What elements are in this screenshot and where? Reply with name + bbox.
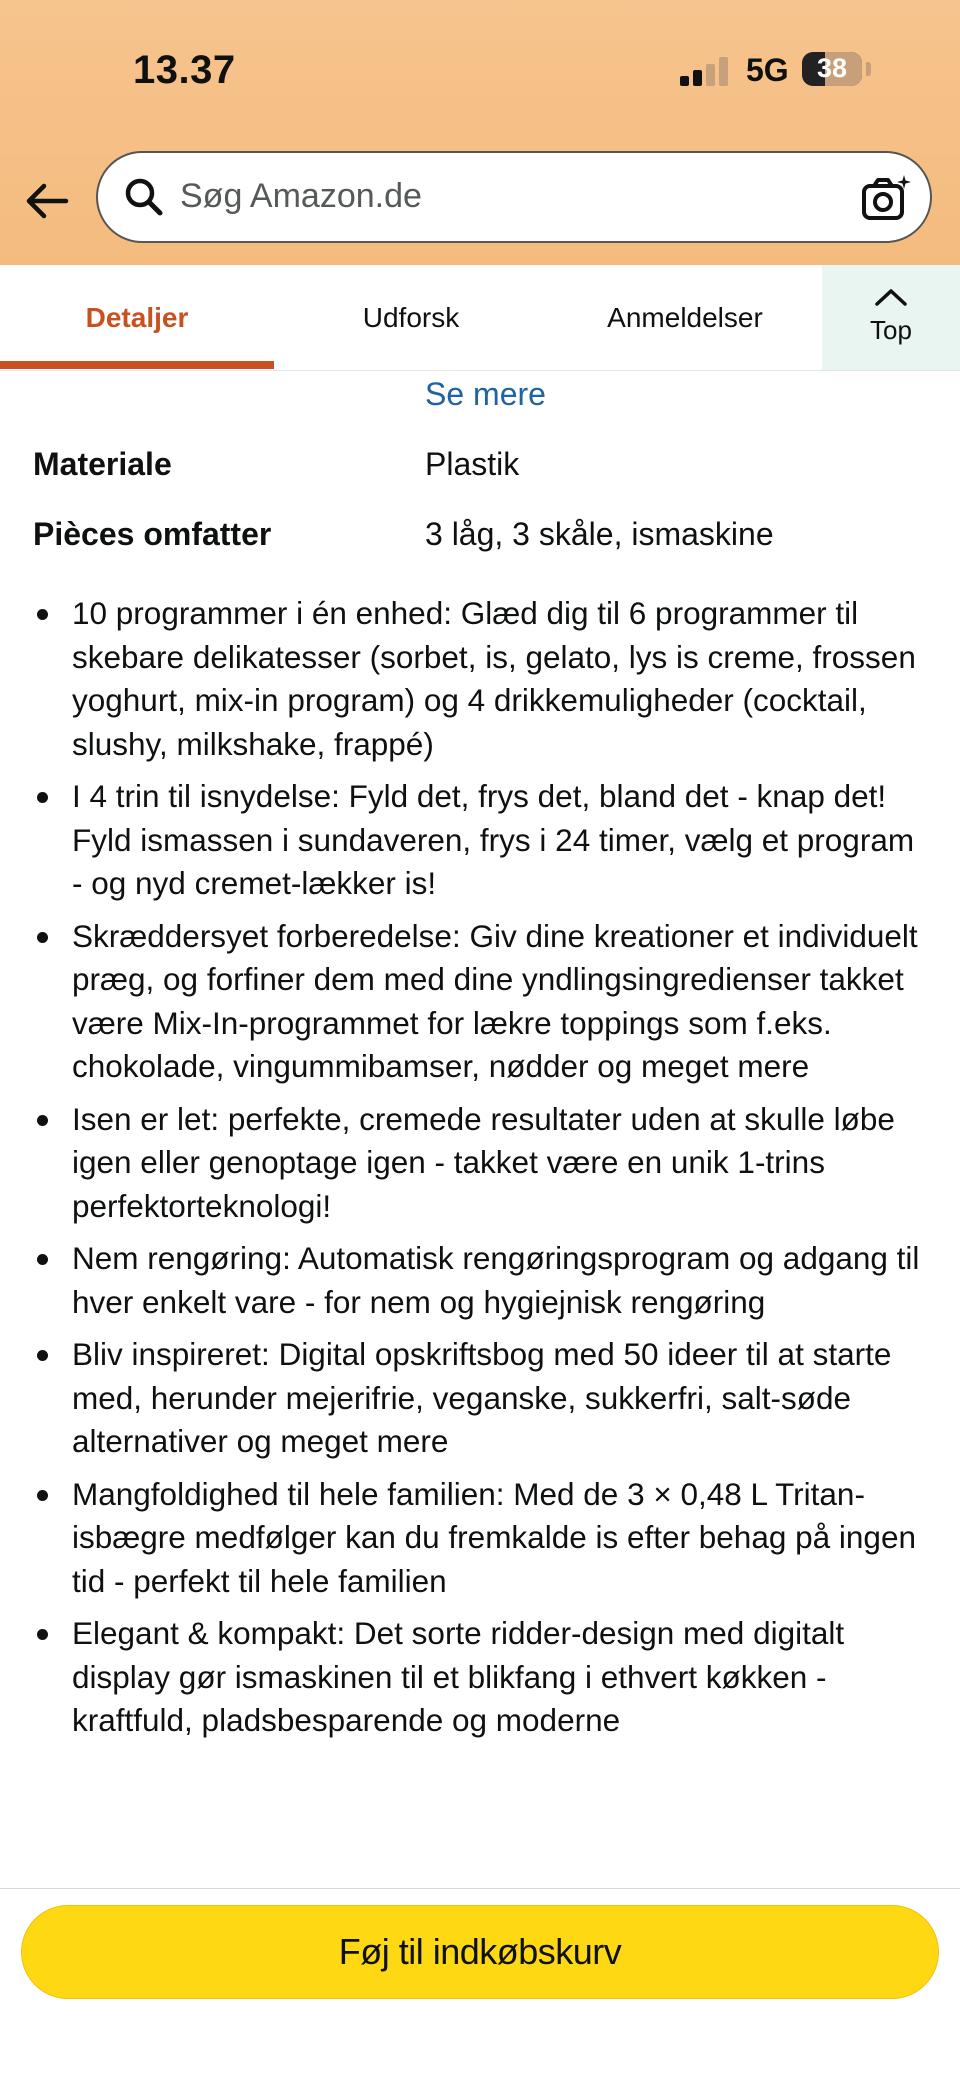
search-bar[interactable]: [96, 151, 932, 243]
back-arrow-icon: [22, 172, 72, 232]
tab-bar: [0, 265, 960, 371]
feature-bullet: 10 programmer i én enhed: Glæd dig til 6 programmer til skebare delikatesser (sorbet, is, gelato, lys is creme, frossen yoghurt, mix-in program) og 4 drikkemuligheder (cocktail, slushy, milkshake, frappé): [33, 592, 933, 766]
add-to-cart-button[interactable]: Føj til indkøbskurv: [21, 1905, 939, 1999]
battery-level: 38: [816, 53, 848, 83]
feature-bullet: Elegant & kompakt: Det sorte ridder-design med digitalt display gør ismaskinen til et blikfang i ethvert køkken - kraftfuld, pladsbesparende og moderne: [33, 1612, 933, 1743]
feature-bullet: Isen er let: perfekte, cremede resultater uden at skulle løbe igen eller genoptage igen - takket være en unik 1-trins perfektorteknologi!: [33, 1098, 933, 1229]
back-button[interactable]: [22, 172, 72, 232]
tab-explore[interactable]: Udforsk: [362, 302, 460, 333]
spec-value: 3 låg, 3 skåle, ismaskine: [425, 516, 774, 552]
see-more-link[interactable]: Se mere: [425, 376, 546, 412]
feature-bullet-list: [33, 592, 933, 1752]
scroll-top-label: Top: [870, 315, 912, 345]
spec-value: Plastik: [425, 446, 520, 482]
feature-bullet: Skræddersyet forberedelse: Giv dine kreationer et individuelt præg, og forfiner dem med dine yndlingsingredienser takket være Mix-In-programmet for lækre toppings som f.eks. chokolade, vingummibamser, nødder og meget mere: [33, 915, 933, 1089]
search-input[interactable]: Søg Amazon.de: [180, 177, 422, 215]
camera-icon[interactable]: [860, 173, 912, 225]
feature-bullet: Bliv inspireret: Digital opskriftsbog med 50 ideer til at starte med, herunder mejerifrie, veganske, sukkerfri, salt-søde alternativer og meget mere: [33, 1333, 933, 1464]
feature-bullet: I 4 trin til isnydelse: Fyld det, frys det, bland det - knap det! Fyld ismassen i sundaveren, frys i 24 timer, vælg et program - og nyd cremet-lækker is!: [33, 775, 933, 906]
cellular-signal-icon: [680, 56, 732, 86]
active-tab-indicator: [0, 361, 274, 369]
spec-key: Pièces omfatter: [33, 516, 272, 552]
tab-details[interactable]: Detaljer: [85, 302, 189, 333]
chevron-up-icon: [874, 287, 908, 307]
spec-key: Materiale: [33, 446, 172, 482]
feature-bullet: Nem rengøring: Automatisk rengøringsprogram og adgang til hver enkelt vare - for nem og hygiejnisk rengøring: [33, 1237, 933, 1324]
search-icon: [122, 175, 166, 219]
network-type: 5G: [746, 52, 789, 88]
app-header: [0, 0, 960, 265]
bottom-action-bar: [0, 1888, 960, 2086]
status-time: 13.37: [133, 48, 236, 92]
battery-cap: [866, 62, 871, 76]
scroll-top-button[interactable]: [822, 265, 960, 370]
battery-icon: [802, 52, 862, 86]
tab-reviews[interactable]: Anmeldelser: [607, 302, 763, 333]
feature-bullet: Mangfoldighed til hele familien: Med de 3 × 0,48 L Tritan-isbægre medfølger kan du fremkalde is efter behag på ingen tid - perfekt til hele familien: [33, 1473, 933, 1604]
